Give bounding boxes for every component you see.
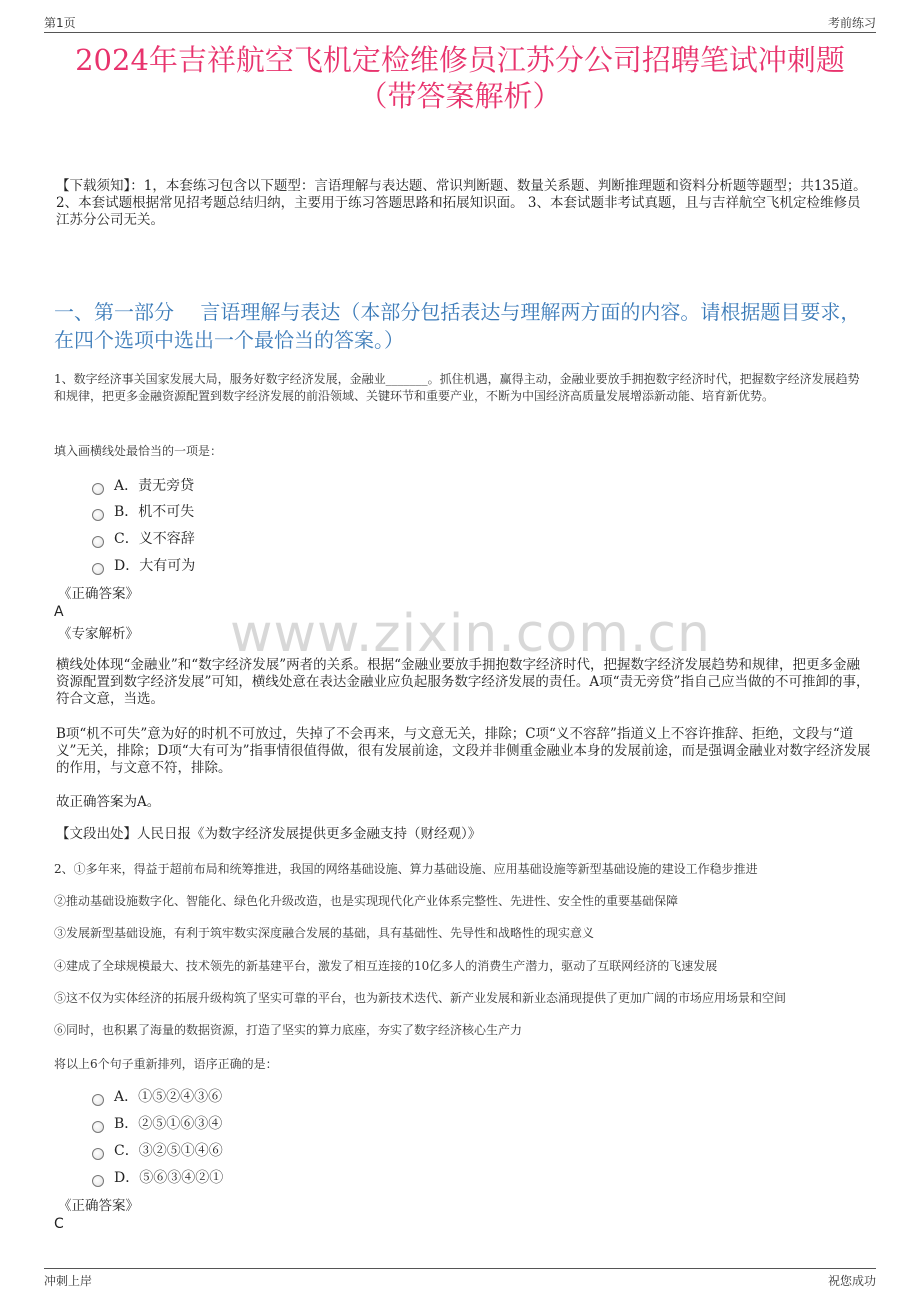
section-heading: 一、第一部分 言语理解与表达（本部分包括表达与理解两方面的内容。请根据题目要求，在四个选项中选出一个最恰当的答案。） bbox=[54, 300, 861, 352]
page-title bbox=[40, 42, 880, 114]
option-label: A．①⑤②④③⑥ bbox=[114, 1089, 223, 1105]
q1-analysis-1: 横线处体现“金融业”和“数字经济发展”两者的关系。根据“金融业要放手拥抱数字经济时代，把握数字经济发展趋势和规律，把更多金融资源配置到数字经济发展”可知，横线处意在表达金融业应负起服务数字经济发展的责任。A项“责无旁贷”指自己应当做的不可推卸的事，符合文意，当选。 bbox=[56, 657, 870, 707]
header-rule bbox=[44, 32, 876, 33]
radio-icon[interactable] bbox=[92, 509, 104, 521]
q1-option-c[interactable] bbox=[92, 530, 195, 548]
q2-sentence-1: 2、①多年来，得益于超前布局和统筹推进，我国的网络基础设施、算力基础设施、应用基础设施等新型基础设施的建设工作稳步推进 bbox=[54, 862, 758, 876]
radio-icon[interactable] bbox=[92, 1148, 104, 1160]
q1-analysis-label: 《专家解析》 bbox=[58, 626, 139, 642]
q2-prompt: 将以上6个句子重新排列，语序正确的是： bbox=[54, 1057, 278, 1071]
q1-option-d[interactable] bbox=[92, 557, 195, 575]
q2-sentence-6: ⑥同时，也积累了海量的数据资源，打造了坚实的算力底座，夯实了数字经济核心生产力 bbox=[54, 1023, 523, 1037]
q1-conclusion: 故正确答案为A。 bbox=[56, 794, 161, 810]
header-tag: 考前练习 bbox=[827, 16, 876, 30]
radio-icon[interactable] bbox=[92, 483, 104, 495]
option-label: C．③②⑤①④⑥ bbox=[114, 1143, 223, 1159]
q2-answer-label: 《正确答案》 bbox=[58, 1198, 139, 1214]
title-line-2: （带答案解析） bbox=[358, 79, 562, 113]
q2-sentence-3: ③发展新型基础设施，有利于筑牢数实深度融合发展的基础，具有基础性、先导性和战略性的现实意义 bbox=[54, 926, 595, 940]
q2-option-d[interactable] bbox=[92, 1169, 223, 1187]
q2-sentence-4: ④建成了全球规模最大、技术领先的新基建平台，激发了相互连接的10亿多人的消费生产潜力，驱动了互联网经济的飞速发展 bbox=[54, 959, 718, 973]
q1-answer-label: 《正确答案》 bbox=[58, 586, 139, 602]
option-label: A．责无旁贷 bbox=[114, 478, 195, 494]
q2-answer: C bbox=[54, 1216, 64, 1232]
radio-icon[interactable] bbox=[92, 1094, 104, 1106]
option-label: D．大有可为 bbox=[114, 558, 196, 574]
option-label: C．义不容辞 bbox=[114, 531, 195, 547]
q2-sentence-5: ⑤这不仅为实体经济的拓展升级构筑了坚实可靠的平台，也为新技术迭代、新产业发展和新业态涌现提供了更加广阔的市场应用场景和空间 bbox=[54, 991, 787, 1005]
q1-stem: 1、数字经济事关国家发展大局，服务好数字经济发展，金融业_______。抓住机遇，赢得主动，金融业要放手拥抱数字经济时代，把握数字经济发展趋势和规律，把更多金融资源配置到数字经济发展的前沿领域、关键环节和重要产业，不断为中国经济高质量发展增添新动能、培育新优势。 bbox=[54, 372, 860, 403]
footer-right-text: 祝您成功 bbox=[827, 1274, 876, 1288]
radio-icon[interactable] bbox=[92, 1175, 104, 1187]
watermark: www.zixin.com.cn bbox=[230, 604, 711, 664]
q1-source: 【文段出处】人民日报《为数字经济发展提供更多金融支持（财经观）》 bbox=[56, 826, 482, 842]
title-line-1: 2024年吉祥航空飞机定检维修员江苏分公司招聘笔试冲刺题 bbox=[75, 43, 845, 77]
radio-icon[interactable] bbox=[92, 563, 104, 575]
q1-answer: A bbox=[54, 604, 64, 620]
header-page-number: 第1页 bbox=[44, 16, 76, 30]
download-notice: 【下载须知】：1，本套练习包含以下题型：言语理解与表达题、常识判断题、数量关系题、判断推理题和资料分析题等题型；共135道。 2、本套试题根据常见招考题总结归纳，主要用于练习答题思路和拓展知识面。 3、本套试题非考试真题，且与吉祥航空飞机定检维修员江苏分公司无关。 bbox=[56, 178, 867, 228]
radio-icon[interactable] bbox=[92, 1121, 104, 1133]
option-label: B．机不可失 bbox=[114, 504, 195, 520]
q2-option-b[interactable] bbox=[92, 1115, 222, 1133]
option-label: D．⑤⑥③④②① bbox=[114, 1170, 224, 1186]
q2-option-c[interactable] bbox=[92, 1142, 223, 1160]
q1-prompt: 填入画横线处最恰当的一项是： bbox=[54, 444, 223, 458]
q1-option-a[interactable] bbox=[92, 477, 194, 495]
q1-analysis-2: B项“机不可失”意为好的时机不可放过，失掉了不会再来，与文意无关，排除；C项“义不容辞”指道义上不容许推辞、拒绝，文段与“道义”无关，排除；D项“大有可为”指事情很值得做，很有发展前途，文段并非侧重金融业本身的发展前途，而是强调金融业对数字经济发展的作用，与文意不符，排除。 bbox=[56, 726, 871, 776]
q2-sentence-2: ②推动基础设施数字化、智能化、绿色化升级改造，也是实现现代化产业体系完整性、先进性、安全性的重要基础保障 bbox=[54, 894, 679, 908]
q2-option-a[interactable] bbox=[92, 1088, 222, 1106]
radio-icon[interactable] bbox=[92, 536, 104, 548]
footer-left-text: 冲刺上岸 bbox=[44, 1274, 93, 1288]
q1-option-b[interactable] bbox=[92, 503, 194, 521]
option-label: B．②⑤①⑥③④ bbox=[114, 1116, 223, 1132]
footer-rule bbox=[44, 1268, 876, 1269]
